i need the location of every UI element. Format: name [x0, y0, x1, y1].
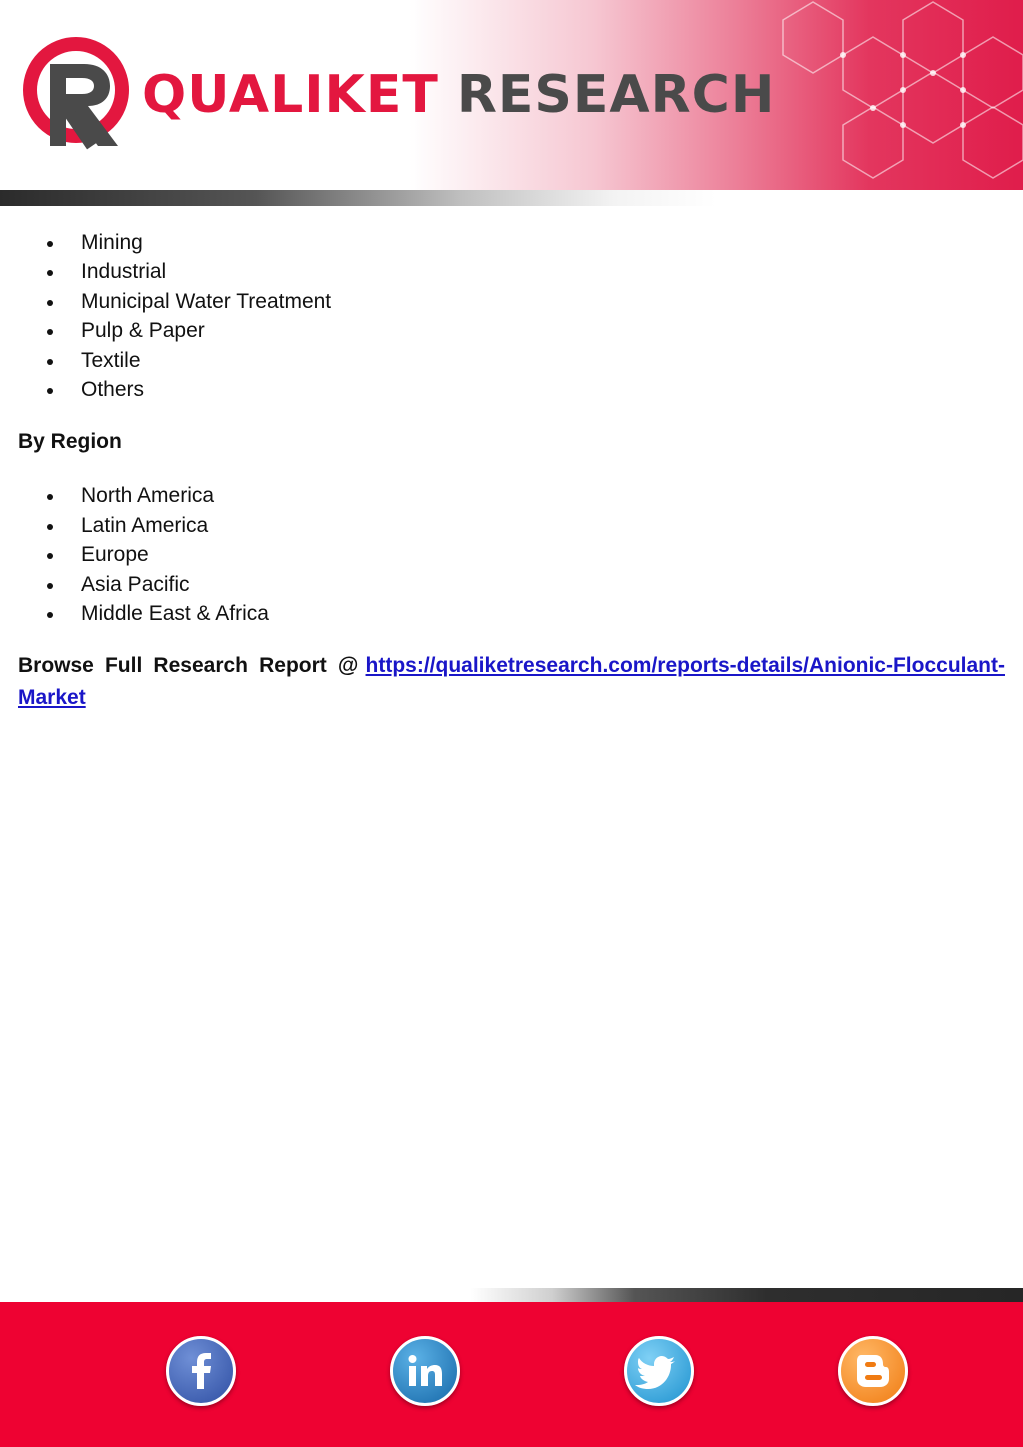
- list-item: [0, 570, 1023, 599]
- list-item: [0, 540, 1023, 569]
- list-item-text: Mining: [81, 231, 143, 254]
- browse-report-paragraph: [0, 650, 1023, 714]
- browse-label: Browse Full Research Report @: [18, 654, 359, 678]
- list-item: [0, 481, 1023, 510]
- bullet-icon: [47, 300, 53, 306]
- bullet-icon: [47, 612, 53, 618]
- list-item: [0, 316, 1023, 345]
- list-item: [0, 599, 1023, 628]
- end-use-list: [0, 228, 1023, 404]
- blogger-icon[interactable]: [838, 1336, 908, 1406]
- list-item: [0, 257, 1023, 286]
- list-item-text: North America: [81, 484, 215, 508]
- brand-word-qualiket: QUALIKET: [142, 65, 439, 125]
- brand-name: [142, 64, 775, 126]
- bullet-icon: [47, 359, 53, 365]
- list-item-text: Asia Pacific: [81, 572, 190, 596]
- list-item-text: Europe: [81, 543, 149, 567]
- bullet-icon: [47, 524, 53, 530]
- region-heading: By Region: [18, 430, 122, 454]
- list-item-text: Others: [81, 377, 145, 401]
- brand-word-research: RESEARCH: [456, 65, 776, 125]
- list-item-text: Municipal Water Treatment: [81, 289, 332, 313]
- linkedin-icon[interactable]: [390, 1336, 460, 1406]
- region-list: [0, 481, 1023, 628]
- bullet-icon: [47, 388, 53, 394]
- list-item-text: Latin America: [81, 513, 209, 537]
- document-body: [0, 226, 1023, 714]
- facebook-glyph: [169, 1339, 233, 1403]
- linkedin-glyph: [393, 1339, 457, 1403]
- list-item: [0, 287, 1023, 316]
- bullet-icon: [47, 329, 53, 335]
- header-banner: [0, 0, 1023, 206]
- facebook-icon[interactable]: [166, 1336, 236, 1406]
- list-item-text: Middle East & Africa: [81, 601, 269, 625]
- bullet-icon: [47, 241, 53, 247]
- bullet-icon: [47, 494, 53, 500]
- bullet-icon: [47, 583, 53, 589]
- blogger-glyph: [841, 1339, 905, 1403]
- report-link[interactable]: https://qualiketresearch.com/reports-details/Anionic-Flocculant-Market: [18, 654, 1005, 710]
- list-item-text: Textile: [81, 348, 141, 372]
- qualiket-logo-icon: [22, 34, 134, 150]
- footer-divider-strip: [0, 1288, 1023, 1302]
- list-item-text: Industrial: [81, 260, 167, 284]
- twitter-glyph: [627, 1339, 691, 1403]
- list-item-text: Pulp & Paper: [81, 319, 205, 343]
- footer-banner: [0, 1302, 1023, 1447]
- twitter-icon[interactable]: [624, 1336, 694, 1406]
- list-item: [0, 375, 1023, 404]
- bullet-icon: [47, 270, 53, 276]
- bullet-icon: [47, 553, 53, 559]
- header-divider-strip: [0, 190, 1023, 206]
- list-item: [0, 346, 1023, 375]
- list-item: [0, 228, 1023, 257]
- list-item: [0, 511, 1023, 540]
